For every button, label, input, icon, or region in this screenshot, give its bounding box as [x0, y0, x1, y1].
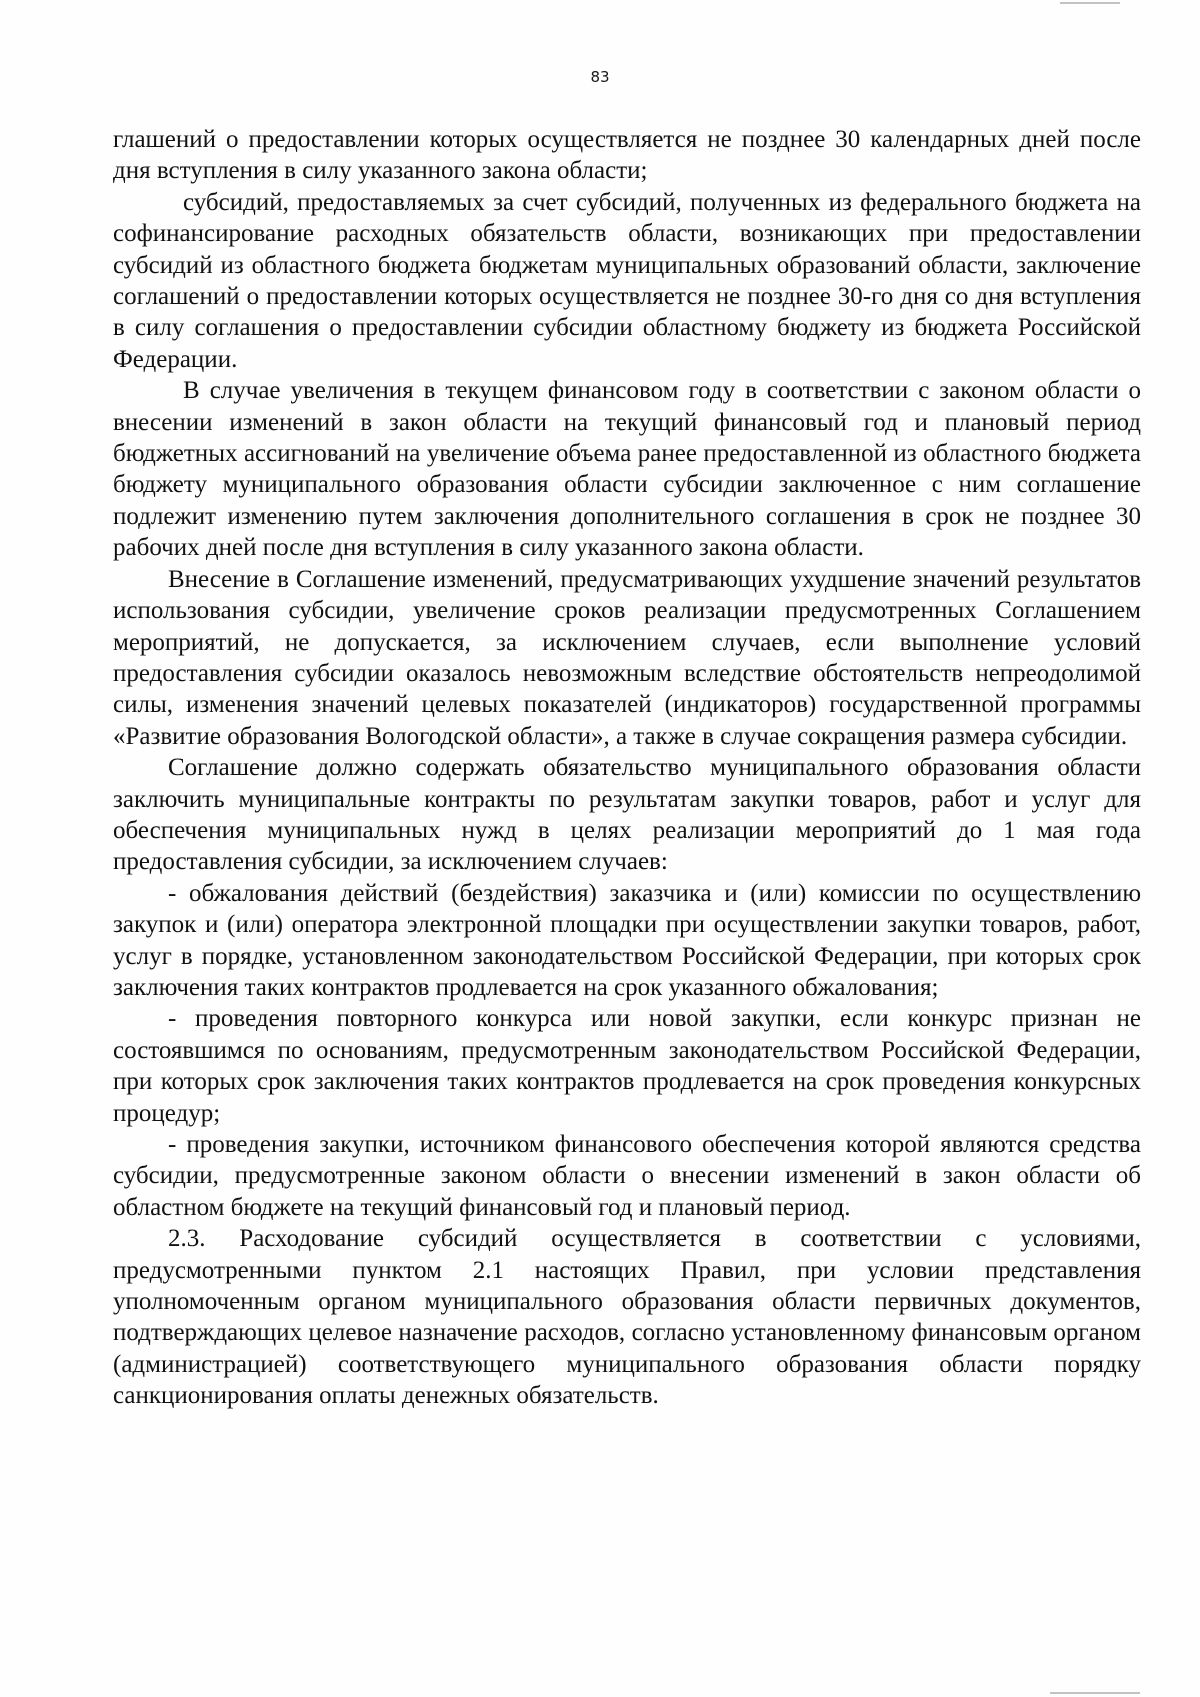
list-item-procurement: - проведения закупки, источником финансового обеспечения которой являются средства субсидии, предусмотренные законом области о внесении изменений в закон области об областном бюджете на текущий финансовый год и плановый период. — [113, 1131, 1141, 1221]
paragraph-budget-increase: В случае увеличения в текущем финансовом году в соответствии с законом области о внесении изменений в закон области на текущий финансовый год и плановый период бюджетных ассигнований на увеличение объема ранее предоставленной из областного бюджета бюджету муниципального образования области субсидии заключенное с ним соглашение подлежит изменению путем заключения дополнительного соглашения в срок не позднее 30 рабочих дней после дня вступления в силу указанного закона области. — [113, 377, 1141, 562]
scan-artifact-bottom — [1050, 1692, 1140, 1694]
paragraph-continuation: глашений о предоставлении которых осуществляется не позднее 30 календарных дней после дня вступления в силу указанного закона области; — [113, 126, 1141, 185]
paragraph-federal-subsidies: субсидий, предоставляемых за счет субсидий, полученных из федерального бюджета на софинансирование расходных обязательств области, возникающих при предоставлении субсидий из областного бюджета бюджетам муниципальных образований области, заключение соглашений о предоставлении которых осуществляется не позднее 30-го дня со дня вступления в силу соглашения о предоставлении субсидии областному бюджету из бюджета Российской Федерации. — [113, 188, 1141, 373]
list-item-appeal: - обжалования действий (бездействия) заказчика и (или) комиссии по осуществлению закупок и (или) оператора электронной площадки при осуществлении закупки товаров, работ, услуг в порядке, установленном законодательством Российской Федерации, при которых срок заключения таких контрактов продлевается на срок указанного обжалования; — [113, 879, 1141, 1001]
scan-artifact-top — [1060, 2, 1120, 4]
document-body — [113, 124, 1141, 1412]
page-number: 83 — [590, 68, 610, 86]
list-item-repeat-tender: - проведения повторного конкурса или новой закупки, если конкурс признан не состоявшимся по основаниям, предусмотренным законодательством Российской Федерации, при которых срок заключения таких контрактов продлевается на срок проведения конкурсных процедур; — [113, 1005, 1141, 1127]
paragraph-section-2-3: 2.3. Расходование субсидий осуществляется в соответствии с условиями, предусмотренными пунктом 2.1 настоящих Правил, при условии представления уполномоченным органом муниципального образования области первичных документов, подтверждающих целевое назначение расходов, согласно установленному финансовым органом (администрацией) соответствующего муниципального образования области порядку санкционирования оплаты денежных обязательств. — [113, 1225, 1141, 1410]
paragraph-agreement-obligation: Соглашение должно содержать обязательство муниципального образования области заключить муниципальные контракты по результатам закупки товаров, работ и услуг для обеспечения муниципальных нужд в целях реализации мероприятий до 1 мая года предоставления субсидии, за исключением случаев: — [113, 754, 1141, 876]
paragraph-agreement-changes: Внесение в Соглашение изменений, предусматривающих ухудшение значений результатов использования субсидии, увеличение сроков реализации предусмотренных Соглашением мероприятий, не допускается, за исключением случаев, если выполнение условий предоставления субсидии оказалось невозможным вследствие обстоятельств непреодолимой силы, изменения значений целевых показателей (индикаторов) государственной программы «Развитие образования Вологодской области», а также в случае сокращения размера субсидии. — [113, 565, 1141, 750]
